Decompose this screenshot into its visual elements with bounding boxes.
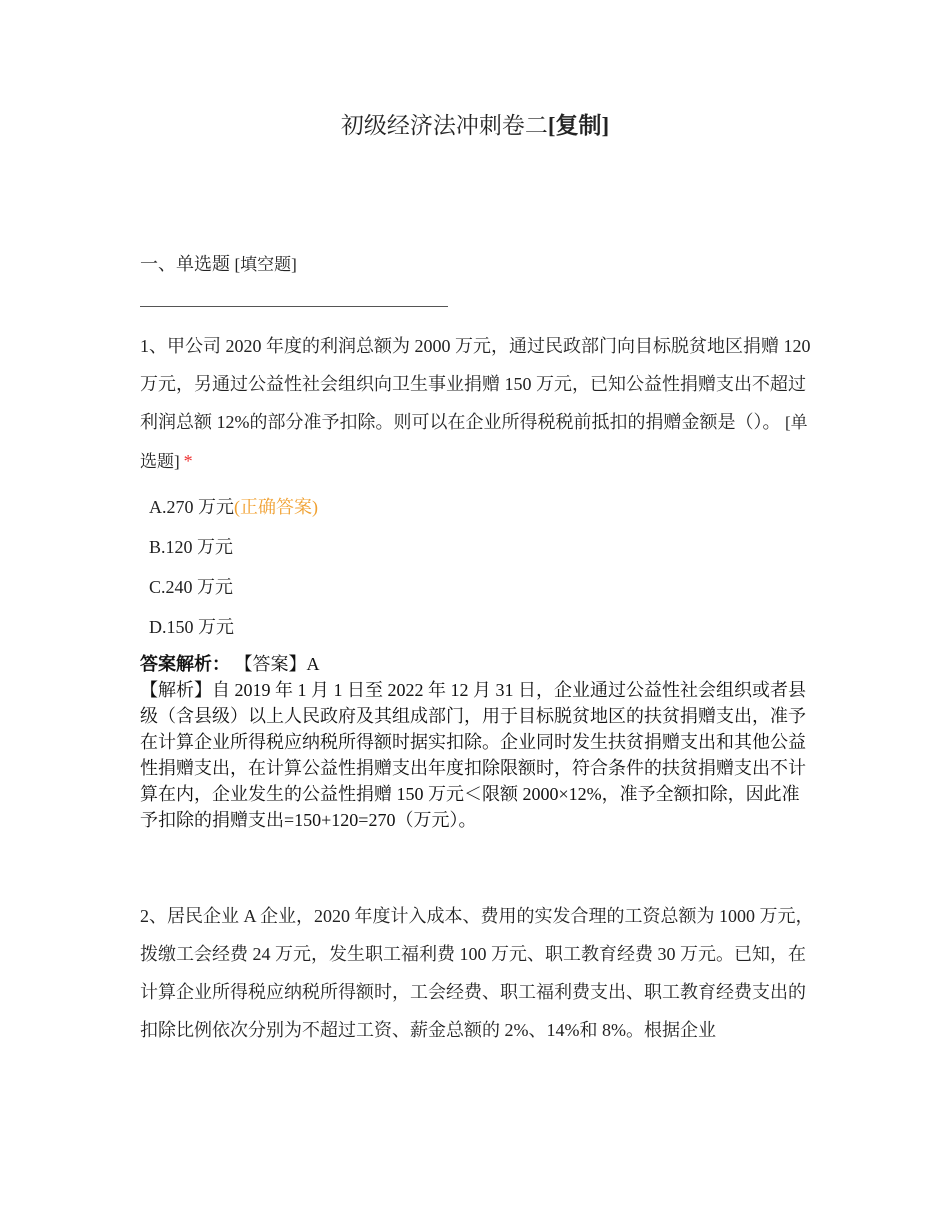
section-divider <box>140 306 448 307</box>
analysis-label: 答案解析： <box>140 654 230 674</box>
option-b[interactable] <box>149 527 318 567</box>
title-suffix: [复制] <box>547 113 610 138</box>
answer-analysis <box>140 651 815 833</box>
page-title <box>0 110 950 142</box>
required-mark: * <box>183 451 193 471</box>
option-c-label: C.240 万元 <box>149 577 234 597</box>
title-main: 初级经济法冲刺卷二 <box>340 113 548 138</box>
option-d-label: D.150 万元 <box>149 617 234 637</box>
option-a-label: A.270 万元 <box>149 497 234 517</box>
correct-answer-note: (正确答案) <box>234 497 318 517</box>
option-c[interactable] <box>149 567 318 607</box>
analysis-explanation: 【解析】自 2019 年 1 月 1 日至 2022 年 12 月 31 日，企业通过公益性社会组织或者县级（含县级）以上人民政府及其组成部门，用于目标脱贫地区的扶贫捐赠支出，准予在计算企业所得税应纳税所得额时据实扣除。企业同时发生扶贫捐赠支出和其他公益性捐赠支出，在计算公益性捐赠支出年度扣除限额时，符合条件的扶贫捐赠支出不计算在内，企业发生的公益性捐赠 150 万元＜限额 2000×12%，准予全额扣除，因此准予扣除的捐赠支出=150+120=270（万元）。 <box>140 680 806 830</box>
answer-value: 【答案】A <box>234 654 320 674</box>
section-title: 一、单选题 <box>140 254 230 274</box>
question-1-text: 1、甲公司 2020 年度的利润总额为 2000 万元，通过民政部门向目标脱贫地区捐赠 120 万元，另通过公益性社会组织向卫生事业捐赠 150 万元，已知公益性捐赠支出不超过利润总额 12%的部分准予扣除。则可以在企业所得税税前抵扣的捐赠金额是（）。 <box>140 336 811 432</box>
option-b-label: B.120 万元 <box>149 537 234 557</box>
analysis-header <box>140 651 815 677</box>
question-1-type: [单选题] <box>140 413 808 471</box>
question-2-text: 2、居民企业 A 企业，2020 年度计入成本、费用的实发合理的工资总额为 1000 万元，拨缴工会经费 24 万元，发生职工福利费 100 万元、职工教育经费 30 万元。已知，在计算企业所得税应纳税所得额时，工会经费、职工福利费支出、职工教育经费支出的扣除比例依次分别为不超过工资、薪金总额的 2%、14%和 8%。根据企业 <box>140 906 814 1040</box>
question-1 <box>140 327 815 481</box>
question-1-options <box>149 487 318 647</box>
question-2 <box>140 897 815 1049</box>
option-a[interactable] <box>149 487 318 527</box>
option-d[interactable] <box>149 607 318 647</box>
section-tag: [填空题] <box>234 255 297 274</box>
section-heading <box>140 250 297 279</box>
